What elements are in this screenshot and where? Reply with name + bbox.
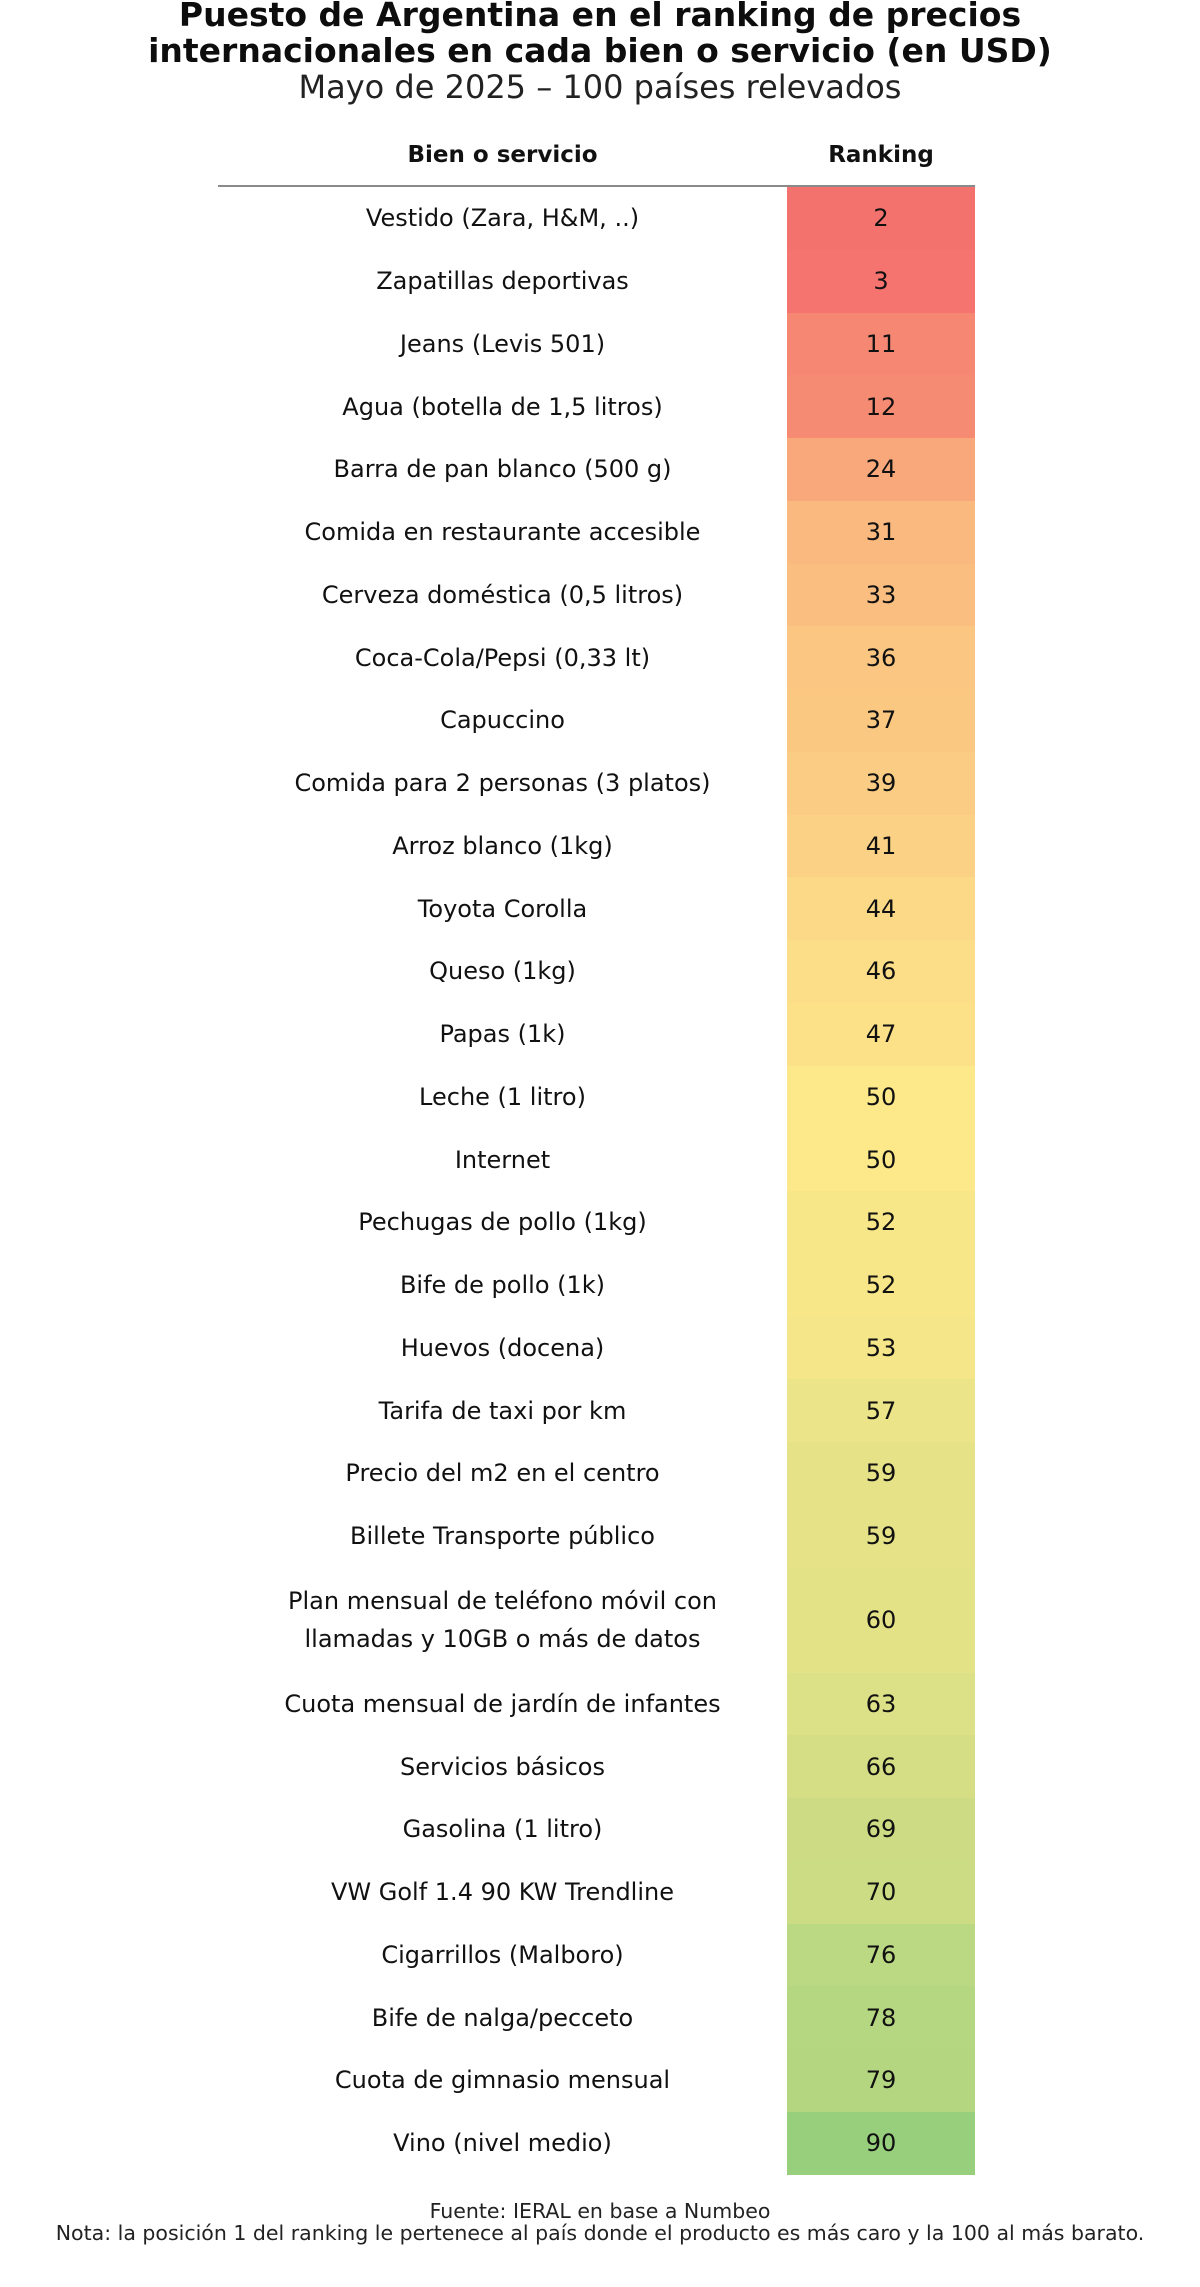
item-label: Cigarrillos (Malboro) — [381, 1940, 624, 1969]
ranking-cell: 66 — [787, 1735, 975, 1798]
item-label: Pechugas de pollo (1kg) — [358, 1208, 647, 1237]
item-label: Capuccino — [440, 706, 565, 735]
table-row — [218, 1254, 975, 1317]
table-row — [218, 1379, 975, 1442]
item-label: Plan mensual de teléfono móvil con llamadas y 10GB o más de datos — [288, 1587, 717, 1653]
ranking-cell: 33 — [787, 564, 975, 627]
table-row — [218, 626, 975, 689]
item-label: Agua (botella de 1,5 litros) — [342, 392, 663, 421]
table-row — [218, 1861, 975, 1924]
item-label: Papas (1k) — [439, 1020, 566, 1049]
ranking-cell: 11 — [787, 313, 975, 376]
source-text: Fuente: IERAL en base a Numbeo — [429, 2199, 771, 2223]
item-label: Billete Transporte público — [350, 1522, 655, 1551]
table-row — [218, 375, 975, 438]
table-row — [218, 1673, 975, 1736]
table-header — [218, 125, 975, 187]
item-label: Vino (nivel medio) — [393, 2129, 612, 2158]
table-row — [218, 940, 975, 1003]
item-label: Queso (1kg) — [429, 957, 576, 986]
ranking-cell: 76 — [787, 1924, 975, 1987]
table-row — [218, 2049, 975, 2112]
table-body — [218, 187, 975, 2175]
ranking-cell: 79 — [787, 2049, 975, 2112]
table-row — [218, 313, 975, 376]
table-row — [218, 1924, 975, 1987]
ranking-cell: 59 — [787, 1505, 975, 1568]
table-row — [218, 1568, 975, 1673]
table-row — [218, 1191, 975, 1254]
ranking-cell: 70 — [787, 1861, 975, 1924]
ranking-cell: 57 — [787, 1379, 975, 1442]
item-label: Comida en restaurante accesible — [304, 518, 701, 547]
ranking-cell: 46 — [787, 940, 975, 1003]
column-header-ranking: Ranking — [828, 142, 934, 168]
ranking-cell: 2 — [787, 187, 975, 250]
item-label: Barra de pan blanco (500 g) — [333, 455, 672, 484]
item-label: Precio del m2 en el centro — [345, 1459, 660, 1488]
ranking-cell: 53 — [787, 1317, 975, 1380]
table-row — [218, 1986, 975, 2049]
item-label: Bife de nalga/pecceto — [371, 2003, 634, 2032]
ranking-cell: 36 — [787, 626, 975, 689]
ranking-cell: 31 — [787, 501, 975, 564]
table-row — [218, 501, 975, 564]
table-row — [218, 1798, 975, 1861]
table-row — [218, 689, 975, 752]
ranking-cell: 59 — [787, 1442, 975, 1505]
table-row — [218, 438, 975, 501]
item-label: Tarifa de taxi por km — [378, 1396, 627, 1425]
item-label: Toyota Corolla — [417, 894, 588, 923]
ranking-cell: 39 — [787, 752, 975, 815]
table-row — [218, 1066, 975, 1129]
ranking-table — [218, 125, 975, 2175]
ranking-cell: 41 — [787, 815, 975, 878]
item-label: Arroz blanco (1kg) — [392, 831, 613, 860]
table-row — [218, 1735, 975, 1798]
column-header-item: Bien o servicio — [407, 142, 598, 168]
item-label: Leche (1 litro) — [419, 1082, 586, 1111]
item-label: Jeans (Levis 501) — [399, 329, 606, 358]
ranking-cell: 12 — [787, 375, 975, 438]
ranking-cell: 37 — [787, 689, 975, 752]
ranking-cell: 50 — [787, 1128, 975, 1191]
ranking-cell: 60 — [787, 1568, 975, 1673]
item-label: VW Golf 1.4 90 KW Trendline — [330, 1878, 674, 1907]
item-label: Internet — [454, 1145, 551, 1174]
ranking-cell: 78 — [787, 1986, 975, 2049]
ranking-cell: 69 — [787, 1798, 975, 1861]
table-row — [218, 2112, 975, 2175]
table-row — [218, 815, 975, 878]
table-row — [218, 752, 975, 815]
table-row — [218, 250, 975, 313]
item-label: Zapatillas deportivas — [376, 267, 629, 296]
chart-title-line-1: Puesto de Argentina en el ranking de precios — [178, 0, 1022, 34]
ranking-cell: 52 — [787, 1191, 975, 1254]
item-label: Gasolina (1 litro) — [402, 1815, 603, 1844]
item-label: Comida para 2 personas (3 platos) — [294, 769, 711, 798]
item-label: Cuota mensual de jardín de infantes — [284, 1689, 721, 1718]
item-label: Servicios básicos — [400, 1752, 605, 1781]
item-label: Vestido (Zara, H&M, ..) — [365, 204, 640, 233]
chart-subtitle: Mayo de 2025 – 100 países relevados — [298, 68, 902, 106]
ranking-cell: 50 — [787, 1066, 975, 1129]
item-label: Coca-Cola/Pepsi (0,33 lt) — [354, 643, 651, 672]
table-row — [218, 564, 975, 627]
item-label: Bife de pollo (1k) — [399, 1271, 606, 1300]
chart-title-line-2: internacionales en cada bien o servicio (en USD) — [148, 31, 1052, 70]
ranking-cell: 47 — [787, 1003, 975, 1066]
ranking-cell: 44 — [787, 877, 975, 940]
item-label: Huevos (docena) — [400, 1333, 605, 1362]
note-text: Nota: la posición 1 del ranking le pertenece al país donde el producto es más caro y la 100 al más barato. — [55, 2221, 1145, 2245]
table-row — [218, 1442, 975, 1505]
table-row — [218, 1128, 975, 1191]
table-row — [218, 1003, 975, 1066]
ranking-cell: 3 — [787, 250, 975, 313]
table-row — [218, 187, 975, 250]
footer — [0, 2200, 1200, 2244]
ranking-cell: 52 — [787, 1254, 975, 1317]
ranking-cell: 90 — [787, 2112, 975, 2175]
ranking-cell: 63 — [787, 1673, 975, 1736]
item-label: Cuota de gimnasio mensual — [334, 2066, 671, 2095]
table-row — [218, 1317, 975, 1380]
ranking-cell: 24 — [787, 438, 975, 501]
table-row — [218, 877, 975, 940]
item-label: Cerveza doméstica (0,5 litros) — [321, 580, 684, 609]
title-block — [0, 0, 1200, 105]
table-row — [218, 1505, 975, 1568]
